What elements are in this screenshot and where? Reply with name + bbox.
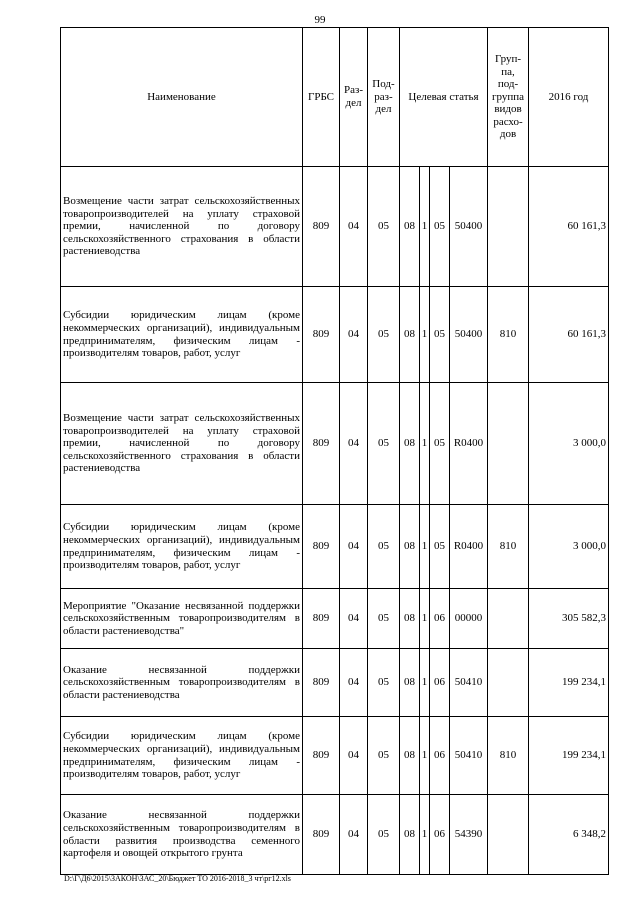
row-name: Возмещение части затрат сельскохозяйственных товаропроизводителей на уплату страховой премии, начисленной по договору сельскохозяйственного страхования в области растениеводства [61, 167, 303, 287]
row-target-event: 06 [430, 649, 450, 717]
row-target-direction: 50410 [450, 649, 488, 717]
row-target-event: 05 [430, 167, 450, 287]
header-subsection: Под- раз- дел [368, 28, 400, 167]
header-year-2016: 2016 год [529, 28, 609, 167]
row-section: 04 [340, 717, 368, 795]
header-section: Раз- дел [340, 28, 368, 167]
row-target-direction: 50410 [450, 717, 488, 795]
row-target-subprogram: 1 [420, 717, 430, 795]
row-amount-2016: 3 000,0 [529, 383, 609, 505]
row-subsection: 05 [368, 649, 400, 717]
page-number: 99 [314, 14, 326, 26]
row-target-program: 08 [400, 287, 420, 383]
row-expense-group [488, 383, 529, 505]
row-grbs: 809 [303, 287, 340, 383]
row-target-program: 08 [400, 383, 420, 505]
header-name: Наименование [61, 28, 303, 167]
row-subsection: 05 [368, 589, 400, 649]
row-target-event: 05 [430, 383, 450, 505]
row-amount-2016: 6 348,2 [529, 795, 609, 875]
row-section: 04 [340, 649, 368, 717]
row-target-subprogram: 1 [420, 589, 430, 649]
row-target-event: 06 [430, 589, 450, 649]
row-amount-2016: 199 234,1 [529, 649, 609, 717]
row-target-subprogram: 1 [420, 167, 430, 287]
row-expense-group [488, 795, 529, 875]
row-grbs: 809 [303, 167, 340, 287]
row-section: 04 [340, 505, 368, 589]
row-target-subprogram: 1 [420, 795, 430, 875]
row-target-event: 06 [430, 795, 450, 875]
table-row [61, 287, 609, 383]
row-target-subprogram: 1 [420, 383, 430, 505]
table-row [61, 505, 609, 589]
row-subsection: 05 [368, 287, 400, 383]
table-row [61, 717, 609, 795]
row-amount-2016: 60 161,3 [529, 287, 609, 383]
row-amount-2016: 60 161,3 [529, 167, 609, 287]
row-target-event: 06 [430, 717, 450, 795]
row-expense-group [488, 649, 529, 717]
row-expense-group [488, 589, 529, 649]
row-grbs: 809 [303, 717, 340, 795]
row-expense-group: 810 [488, 717, 529, 795]
row-target-program: 08 [400, 795, 420, 875]
row-target-direction: R0400 [450, 383, 488, 505]
row-name: Оказание несвязанной поддержки сельскохозяйственным товаропроизводителям в области развития производства семенного картофеля и овощей открытого грунта [61, 795, 303, 875]
table-row [61, 383, 609, 505]
row-target-program: 08 [400, 167, 420, 287]
row-name: Возмещение части затрат сельскохозяйственных товаропроизводителей на уплату страховой премии, начисленной по договору сельскохозяйственного страхования в области растениеводства [61, 383, 303, 505]
table-row [61, 167, 609, 287]
row-section: 04 [340, 287, 368, 383]
row-section: 04 [340, 795, 368, 875]
row-target-program: 08 [400, 505, 420, 589]
row-target-direction: 00000 [450, 589, 488, 649]
row-subsection: 05 [368, 383, 400, 505]
header-target-article: Целевая статья [400, 28, 488, 167]
row-expense-group: 810 [488, 287, 529, 383]
row-amount-2016: 3 000,0 [529, 505, 609, 589]
row-target-direction: 54390 [450, 795, 488, 875]
table-row [61, 589, 609, 649]
row-target-event: 05 [430, 505, 450, 589]
row-target-subprogram: 1 [420, 505, 430, 589]
row-amount-2016: 199 234,1 [529, 717, 609, 795]
row-target-program: 08 [400, 717, 420, 795]
row-target-subprogram: 1 [420, 287, 430, 383]
row-target-direction: 50400 [450, 167, 488, 287]
table-row [61, 649, 609, 717]
row-section: 04 [340, 589, 368, 649]
budget-table [60, 27, 609, 875]
row-subsection: 05 [368, 717, 400, 795]
row-grbs: 809 [303, 505, 340, 589]
row-target-direction: R0400 [450, 505, 488, 589]
row-grbs: 809 [303, 795, 340, 875]
row-grbs: 809 [303, 383, 340, 505]
row-name: Субсидии юридическим лицам (кроме некоммерческих организаций), индивидуальным предпринимателям, физическим лицам - производителям товаров, работ, услуг [61, 287, 303, 383]
row-target-program: 08 [400, 649, 420, 717]
row-grbs: 809 [303, 649, 340, 717]
row-name: Субсидии юридическим лицам (кроме некоммерческих организаций), индивидуальным предпринимателям, физическим лицам - производителям товаров, работ, услуг [61, 717, 303, 795]
row-expense-group [488, 167, 529, 287]
row-section: 04 [340, 167, 368, 287]
row-subsection: 05 [368, 795, 400, 875]
table-row [61, 795, 609, 875]
row-target-direction: 50400 [450, 287, 488, 383]
row-subsection: 05 [368, 167, 400, 287]
row-name: Мероприятие "Оказание несвязанной поддержки сельскохозяйственным товаропроизводителям в области растениеводства" [61, 589, 303, 649]
row-name: Оказание несвязанной поддержки сельскохозяйственным товаропроизводителям в области растениеводства [61, 649, 303, 717]
file-path-footer: D:\Г\Д6\2015\ЗАКОН\ЗАС_20\Бюджет ТО 2016-2018_3 чт\рг12.xls [64, 874, 291, 883]
header-grbs: ГРБС [303, 28, 340, 167]
row-name: Субсидии юридическим лицам (кроме некоммерческих организаций), индивидуальным предпринимателям, физическим лицам - производителям товаров, работ, услуг [61, 505, 303, 589]
row-target-event: 05 [430, 287, 450, 383]
row-subsection: 05 [368, 505, 400, 589]
row-expense-group: 810 [488, 505, 529, 589]
header-expense-group: Груп- па, под- группа видов расхо- дов [488, 28, 529, 167]
row-grbs: 809 [303, 589, 340, 649]
row-section: 04 [340, 383, 368, 505]
row-target-subprogram: 1 [420, 649, 430, 717]
header-row [61, 28, 609, 167]
row-amount-2016: 305 582,3 [529, 589, 609, 649]
row-target-program: 08 [400, 589, 420, 649]
